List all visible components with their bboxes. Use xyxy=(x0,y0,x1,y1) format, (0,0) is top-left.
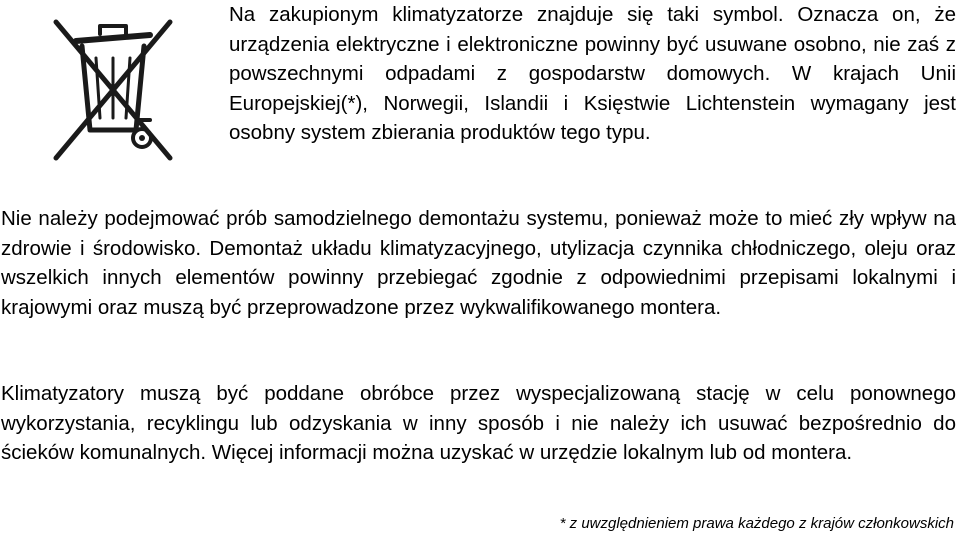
intro-paragraph: Na zakupionym klimatyzatorze znajduje się taki symbol. Oznacza on, że urządzenia elektryczne i elektroniczne powinny być usuwane osobno, nie zaś z powszechnymi odpadami z gospodarstw domowych. W krajach Unii Europejskiej(*), Norwegii, Islandii i Księstwie Lichtenstein wymagany jest osobny system zbierania produktów tego typu. xyxy=(229,3,956,144)
crossed-out-wheelie-bin-icon xyxy=(38,8,188,168)
footnote: * z uwzględnieniem prawa każdego z krajów członkowskich xyxy=(559,515,954,532)
dismantling-paragraph: Nie należy podejmować prób samodzielnego demontażu systemu, ponieważ może to mieć zły wpływ na zdrowie i środowisko. Demontaż układu klimatyzacyjnego, utylizacja czynnika chłodniczego, oleju oraz wszelkich innych elementów powinny przebiegać zgodnie z odpowiednimi przepisami lokalnymi i krajowymi oraz muszą być przeprowadzone przez wykwalifikowanego montera. xyxy=(1,207,956,319)
recycling-paragraph: Klimatyzatory muszą być poddane obróbce przez wyspecjalizowaną stację w celu ponownego wykorzystania, recyklingu lub odzyskania w inny sposób i nie należy ich usuwać bezpośrednio do ścieków komunalnych. Więcej informacji można uzyskać w urzędzie lokalnym lub od montera. xyxy=(1,382,956,464)
